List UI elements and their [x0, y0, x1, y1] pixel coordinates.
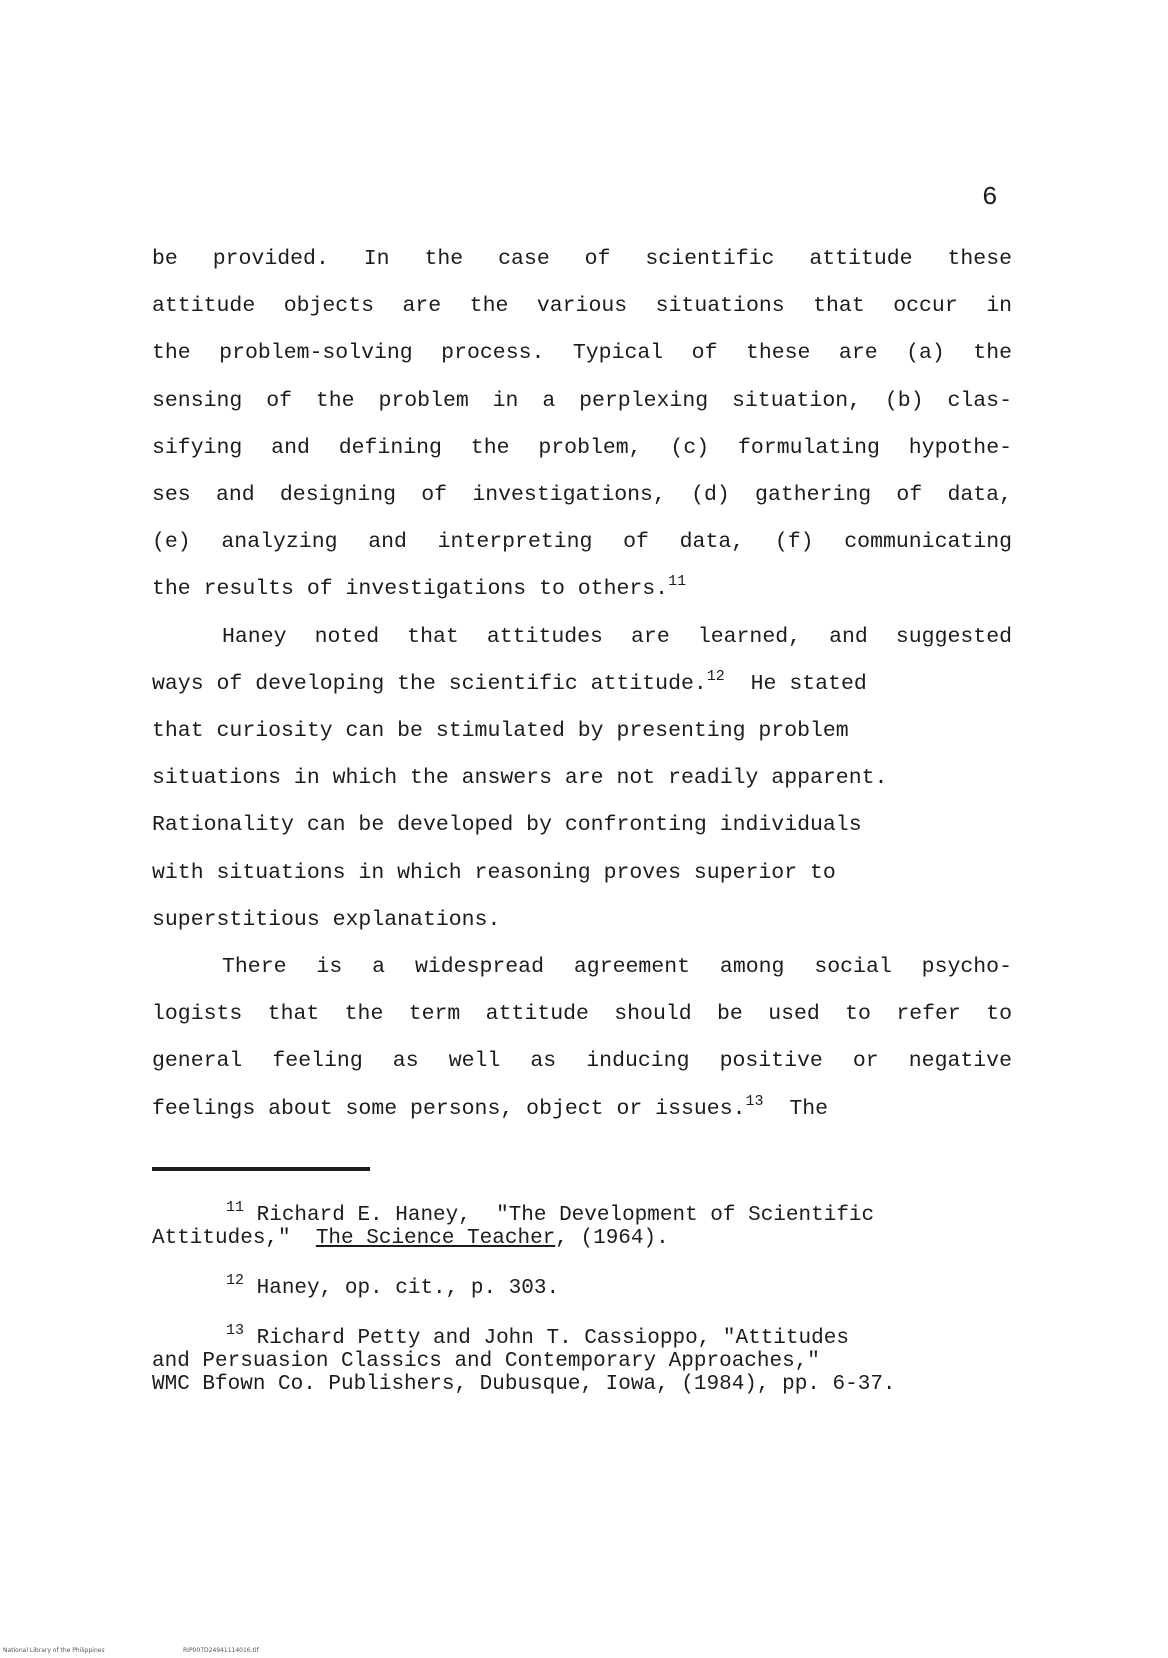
journal-title: The Science Teacher [315, 1227, 556, 1250]
footnote-text: Haney, op. cit., p. 303. [256, 1277, 560, 1300]
footnote-mark: 12 [226, 1272, 245, 1289]
body-line: Rationality can be developed by confronting individuals [152, 813, 862, 838]
body-line: general feeling as well as inducing positive or negative [152, 1049, 1012, 1074]
body-line: attitude objects are the various situations that occur in [152, 294, 1012, 319]
footnote-11 [152, 1199, 1032, 1250]
footnote-separator [152, 1167, 370, 1171]
footnote-ref-13: 13 [745, 1092, 764, 1110]
footnote-line: WMC Bfown Co. Publishers, Dubusque, Iowa, (1984), pp. 6-37. [152, 1373, 896, 1396]
body-line-text: the results of investigations to others. [152, 577, 669, 602]
body-line: Haney noted that attitudes are learned, and suggested [222, 624, 1012, 649]
footnote-line [152, 1227, 1032, 1250]
footnote-ref-11: 11 [668, 573, 687, 591]
footnote-text: Attitudes," [152, 1227, 316, 1250]
footnote-13 [152, 1322, 1032, 1396]
footnote-12 [152, 1272, 1032, 1300]
scan-footer-filename: RIP007D24941114016.tif [183, 1647, 259, 1654]
body-line: sensing of the problem in a perplexing situation, (b) clas- [152, 388, 1012, 413]
body-line: logists that the term attitude should be used to refer to [152, 1002, 1012, 1027]
body-line-text: The [789, 1096, 829, 1121]
footnote-mark: 11 [226, 1199, 245, 1216]
body-line: the problem-solving process. Typical of these are (a) the [152, 341, 1012, 366]
body-line-text: ways of developing the scientific attitude. [152, 671, 707, 696]
scan-footer-source: National Library of the Philippines [3, 1647, 105, 1654]
footnote-text: Richard E. Haney, "The Development of Scientific [256, 1204, 875, 1227]
body-line [152, 661, 1012, 708]
body-line: There is a widespread agreement among social psycho- [222, 955, 1012, 980]
footnote-text: , (1964). [555, 1227, 669, 1250]
footnote-line [152, 1199, 1032, 1227]
footnote-line [152, 1272, 1032, 1300]
footnote-line [152, 1322, 1032, 1350]
footnote-mark: 13 [226, 1322, 245, 1339]
body-line-text: He stated [750, 671, 867, 696]
footnote-ref-12: 12 [706, 667, 725, 685]
footnotes [152, 1199, 1032, 1423]
body-text [152, 236, 1012, 1133]
body-line: ses and designing of investigations, (d) gathering of data, [152, 483, 1012, 508]
page-number: 6 [982, 182, 998, 212]
body-line: superstitious explanations. [152, 907, 501, 932]
footnote-text: Richard Petty and John T. Cassioppo, "Attitudes [256, 1327, 849, 1350]
body-line: (e) analyzing and interpreting of data, (f) communicating [152, 530, 1012, 555]
body-line: with situations in which reasoning proves superior to [152, 860, 836, 885]
body-line: situations in which the answers are not readily apparent. [152, 766, 888, 791]
body-line: sifying and defining the problem, (c) formulating hypothe- [152, 435, 1012, 460]
body-line [152, 1086, 1012, 1133]
body-line: that curiosity can be stimulated by presenting problem [152, 719, 849, 744]
body-line-text: feelings about some persons, object or issues. [152, 1096, 746, 1121]
body-line: be provided. In the case of scientific attitude these [152, 247, 1012, 271]
footnote-line: and Persuasion Classics and Contemporary Approaches," [152, 1350, 820, 1373]
body-line [152, 566, 1012, 613]
